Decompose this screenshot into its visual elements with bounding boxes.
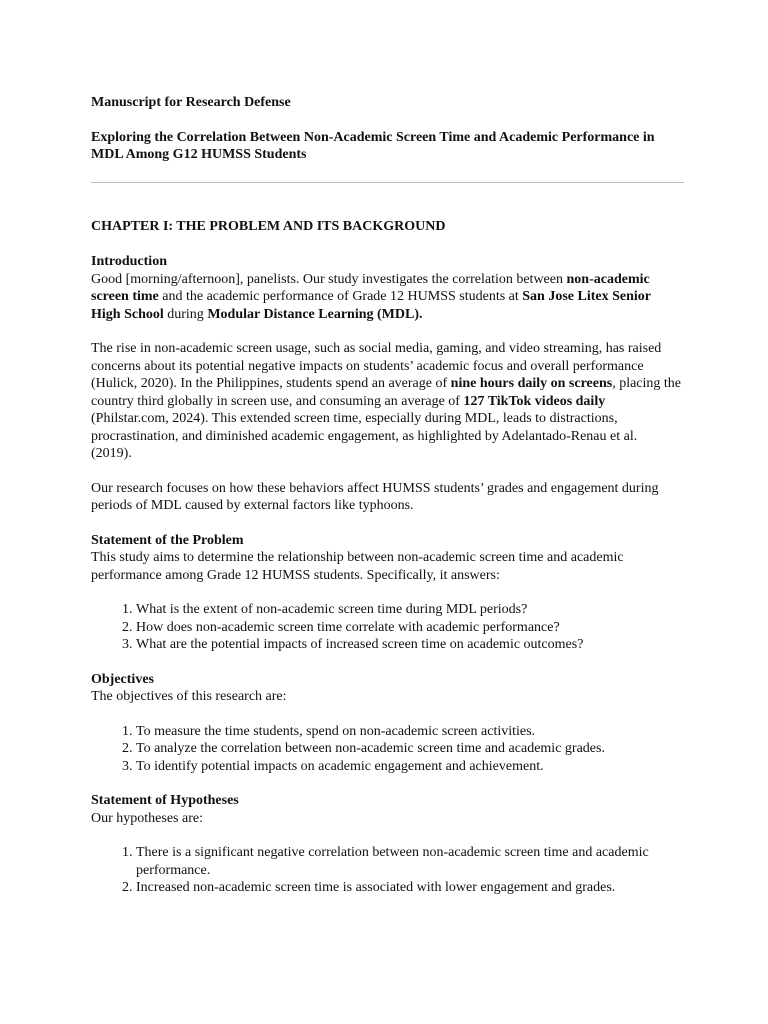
manuscript-label: Manuscript for Research Defense [91, 95, 291, 110]
objectives-text: The objectives of this research are: [91, 689, 287, 704]
text-run: and the academic performance of Grade 12 HUMSS students at [158, 289, 523, 304]
problem-heading: Statement of the Problem [91, 532, 244, 548]
list-item: 2. How does non-academic screen time correlate with academic performance? [136, 619, 681, 637]
text-run: (Philstar.com, 2024). This extended screen time, especially during MDL, leads to distractions, procrastination, and diminished academic engagement, as highlighted by Adelantado-Renau et al. (2019). [91, 411, 638, 461]
text-run: Good [morning/afternoon], panelists. Our study investigates the correlation between [91, 271, 567, 287]
problem-list [91, 601, 681, 654]
bold-run: Modular Distance Learning (MDL). [207, 306, 423, 322]
hypotheses-list [91, 844, 681, 897]
hypotheses-heading: Statement of Hypotheses [91, 793, 239, 808]
text-run: The rise in non-academic screen usage, such as social media, gaming, and video streaming, has raised concerns about its potential negative impacts on students’ academic focus and overall performance (Hulick, 2020). In the Philippines, students spend an average of [91, 341, 662, 391]
problem-text: This study aims to determine the relationship between non-academic screen time and academic performance among Grade 12 HUMSS students. Specifically, it answers: [91, 550, 624, 583]
title-divider [91, 182, 684, 183]
document-content [91, 94, 681, 897]
objectives-list [91, 723, 681, 776]
introduction-paragraph-3: Our research focuses on how these behaviors affect HUMSS students’ grades and engagement during periods of MDL caused by external factors like typhoons. [91, 480, 659, 513]
text-run: during [163, 306, 208, 322]
bold-run: San Jose Litex Senior High School [91, 289, 651, 322]
introduction-paragraph-2 [91, 340, 681, 463]
document-title: Exploring the Correlation Between Non-Academic Screen Time and Academic Performance in MDL Among G12 HUMSS Students [91, 129, 655, 162]
list-item: 3. What are the potential impacts of increased screen time on academic outcomes? [136, 636, 681, 654]
list-item: 1. What is the extent of non-academic screen time during MDL periods? [136, 601, 681, 619]
hypotheses-text: Our hypotheses are: [91, 810, 203, 826]
list-item: 3. To identify potential impacts on academic engagement and achievement. [136, 758, 681, 776]
bold-run: non-academic screen time [91, 271, 650, 304]
text-run: , placing the country third globally in screen use, and consuming an average of [91, 376, 682, 409]
introduction-heading: Introduction [91, 254, 167, 269]
objectives-heading: Objectives [91, 671, 154, 687]
introduction-paragraph-1 [91, 271, 681, 324]
bold-run: nine hours daily on screens [450, 376, 613, 391]
bold-run: 127 TikTok videos daily [463, 393, 606, 409]
list-item: 2. Increased non-academic screen time is associated with lower engagement and grades. [136, 879, 681, 897]
list-item: 1. There is a significant negative correlation between non-academic screen time and academic performance. [136, 844, 681, 879]
list-item: 1. To measure the time students, spend on non-academic screen activities. [136, 723, 681, 741]
chapter-heading: CHAPTER I: THE PROBLEM AND ITS BACKGROUND [91, 218, 446, 234]
list-item: 2. To analyze the correlation between non-academic screen time and academic grades. [136, 740, 681, 758]
